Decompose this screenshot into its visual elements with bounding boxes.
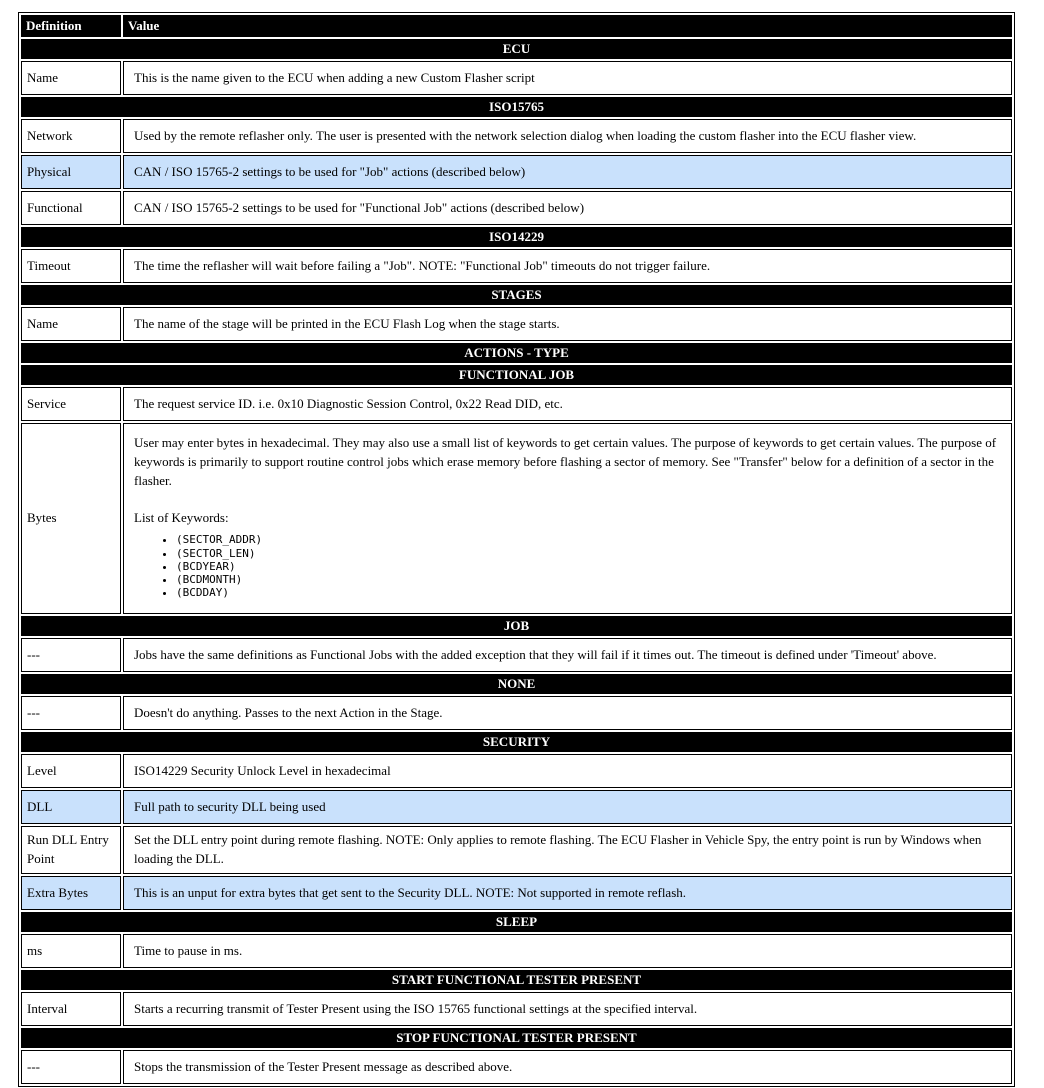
definition-cell: --- — [21, 1050, 121, 1084]
table-row-name-stages — [21, 307, 1012, 341]
value-cell: The time the reflasher will wait before failing a "Job". NOTE: "Functional Job" timeouts do not trigger failure. — [123, 249, 1012, 283]
section-row-functional-job — [21, 365, 1012, 385]
value-cell: Starts a recurring transmit of Tester Present using the ISO 15765 functional settings at the specified interval. — [123, 992, 1012, 1026]
table-row-network — [21, 119, 1012, 153]
definition-cell: Name — [21, 307, 121, 341]
definition-cell: Network — [21, 119, 121, 153]
section-header-label: SECURITY — [21, 732, 1012, 752]
keyword-item: • (BCDMONTH) — [176, 573, 1001, 586]
definition-cell: Level — [21, 754, 121, 788]
definition-cell: Timeout — [21, 249, 121, 283]
definition-cell: Run DLL Entry Point — [21, 826, 121, 874]
table-row-service — [21, 387, 1012, 421]
value-cell: Jobs have the same definitions as Functional Jobs with the added exception that they will fail if it times out. The timeout is defined under 'Timeout' above. — [123, 638, 1012, 672]
keyword-item: • (BCDYEAR) — [176, 560, 1001, 573]
keyword-item: • (BCDDAY) — [176, 586, 1001, 599]
definition-cell: Service — [21, 387, 121, 421]
definition-cell: Physical — [21, 155, 121, 189]
definition-cell: Interval — [21, 992, 121, 1026]
section-row-sleep — [21, 912, 1012, 932]
section-row-iso15765 — [21, 97, 1012, 117]
bytes-paragraph: User may enter bytes in hexadecimal. They may also use a small list of keywords to get certain values. The purpose of keywords to get certain values. The purpose of keywords is primarily to support routine control jobs which erase memory before flashing a sector of memory. See "Transfer" below for a definition of a sector in the flasher. — [134, 435, 997, 488]
section-row-actions-type — [21, 343, 1012, 363]
section-row-iso14229 — [21, 227, 1012, 247]
section-header-label: ISO15765 — [21, 97, 1012, 117]
value-cell: Set the DLL entry point during remote flashing. NOTE: Only applies to remote flashing. The ECU Flasher in Vehicle Spy, the entry point is run by Windows when loading the DLL. — [123, 826, 1012, 874]
definition-cell: Functional — [21, 191, 121, 225]
table-row-name-ecu — [21, 61, 1012, 95]
section-row-stop-functional-tester-present — [21, 1028, 1012, 1048]
definition-cell: Extra Bytes — [21, 876, 121, 910]
value-cell: ISO14229 Security Unlock Level in hexadecimal — [123, 754, 1012, 788]
section-header-label: NONE — [21, 674, 1012, 694]
table-row-physical — [21, 155, 1012, 189]
table-row-functional — [21, 191, 1012, 225]
section-header-label: ACTIONS - TYPE — [21, 343, 1012, 363]
definition-cell: Name — [21, 61, 121, 95]
keywords-list-title: List of Keywords: — [134, 509, 229, 525]
keyword-item: • (SECTOR_ADDR) — [176, 533, 1001, 546]
table-row-interval — [21, 992, 1012, 1026]
table-row-level — [21, 754, 1012, 788]
section-header-label: STAGES — [21, 285, 1012, 305]
definition-cell: ms — [21, 934, 121, 968]
value-cell: The name of the stage will be printed in the ECU Flash Log when the stage starts. — [123, 307, 1012, 341]
value-cell: Stops the transmission of the Tester Present message as described above. — [123, 1050, 1012, 1084]
keywords-list — [134, 533, 1001, 599]
section-header-label: JOB — [21, 616, 1012, 636]
table-row-run-dll-entry-point — [21, 826, 1012, 874]
section-header-label: FUNCTIONAL JOB — [21, 365, 1012, 385]
definition-cell: --- — [21, 638, 121, 672]
section-header-label: STOP FUNCTIONAL TESTER PRESENT — [21, 1028, 1012, 1048]
value-cell — [123, 423, 1012, 614]
section-row-none — [21, 674, 1012, 694]
section-header-label: ISO14229 — [21, 227, 1012, 247]
definition-cell: DLL — [21, 790, 121, 824]
section-row-security — [21, 732, 1012, 752]
keyword-item: • (SECTOR_LEN) — [176, 547, 1001, 560]
definition-column-header: Definition — [21, 15, 121, 37]
value-cell: Used by the remote reflasher only. The user is presented with the network selection dialog when loading the custom flasher into the ECU flasher view. — [123, 119, 1012, 153]
value-cell: Doesn't do anything. Passes to the next Action in the Stage. — [123, 696, 1012, 730]
table-row-none-dash — [21, 696, 1012, 730]
section-row-start-functional-tester-present — [21, 970, 1012, 990]
table-row-ms — [21, 934, 1012, 968]
section-row-ecu — [21, 39, 1012, 59]
value-cell: The request service ID. i.e. 0x10 Diagnostic Session Control, 0x22 Read DID, etc. — [123, 387, 1012, 421]
table-row-job-dash — [21, 638, 1012, 672]
table-row-dll — [21, 790, 1012, 824]
bytes-description — [134, 434, 1001, 599]
value-cell: This is an unput for extra bytes that get sent to the Security DLL. NOTE: Not supported in remote reflash. — [123, 876, 1012, 910]
definitions-table — [18, 12, 1015, 1087]
table-header-row — [21, 15, 1012, 37]
section-header-label: START FUNCTIONAL TESTER PRESENT — [21, 970, 1012, 990]
value-cell: CAN / ISO 15765-2 settings to be used for "Functional Job" actions (described below) — [123, 191, 1012, 225]
value-column-header: Value — [123, 15, 1012, 37]
table-row-extra-bytes — [21, 876, 1012, 910]
value-cell: This is the name given to the ECU when adding a new Custom Flasher script — [123, 61, 1012, 95]
section-row-stages — [21, 285, 1012, 305]
value-cell: Time to pause in ms. — [123, 934, 1012, 968]
section-header-label: ECU — [21, 39, 1012, 59]
definition-cell: Bytes — [21, 423, 121, 614]
section-header-label: SLEEP — [21, 912, 1012, 932]
section-row-job — [21, 616, 1012, 636]
value-cell: Full path to security DLL being used — [123, 790, 1012, 824]
definition-cell: --- — [21, 696, 121, 730]
table-row-bytes — [21, 423, 1012, 614]
table-row-stop-dash — [21, 1050, 1012, 1084]
table-row-timeout — [21, 249, 1012, 283]
value-cell: CAN / ISO 15765-2 settings to be used for "Job" actions (described below) — [123, 155, 1012, 189]
